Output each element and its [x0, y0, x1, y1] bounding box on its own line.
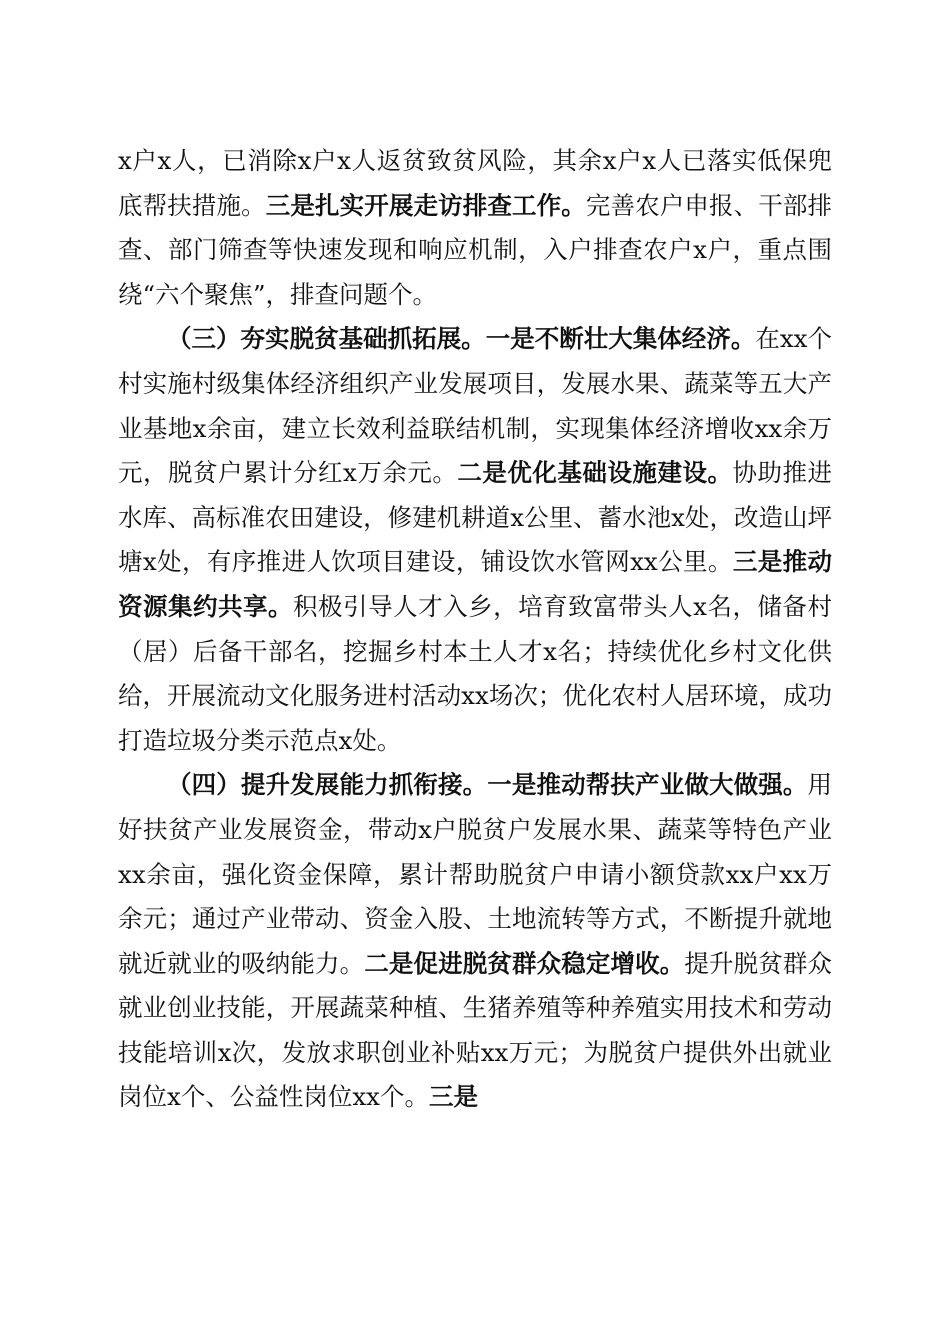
paragraph-poverty-monitoring	[118, 139, 832, 317]
document-page	[118, 139, 832, 1120]
section-heading: （四）提升发展能力抓衔接。	[167, 770, 488, 800]
paragraph-section-four	[118, 763, 832, 1120]
section-heading: （三）夯实脱贫基础抓拓展。	[167, 324, 486, 354]
bold-heading: 二是促进脱贫群众稳定增收。	[364, 948, 685, 978]
text-run: 完善农户申报、干部排查、部门筛查等快速发现和响应机制，入户排查农户x户，重点围绕“六个聚焦”，排查问题个。	[118, 190, 832, 309]
bold-heading: 三是	[428, 1082, 478, 1112]
text-run: 在xx个村实施村级集体经济组织产业发展项目，发展水果、蔬菜等五大产业基地x余亩，建立长效利益联结机制，实现集体经济增收xx余万元，脱贫户累计分红x万余元。	[118, 324, 833, 488]
paragraph-section-three	[118, 317, 832, 763]
bold-heading: 三是扎实开展走访排查工作。	[265, 190, 586, 220]
text-run: x户x人，已消除x户x人返贫致贫风险，其余x户x人已落实低保兜底帮扶措施。	[118, 146, 832, 220]
text-run: 用好扶贫产业发展资金，带动x户脱贫户发展水果、蔬菜等特色产业xx余亩，强化资金保障，累计帮助脱贫户申请小额贷款xx户xx万余元；通过产业带动、资金入股、土地流转等方式，不断提升就地就近就业的吸纳能力。	[118, 770, 832, 978]
text-run: 提升脱贫群众就业创业技能，开展蔬菜种植、生猪养殖等种养殖实用技术和劳动技能培训x次，发放求职创业补贴xx万元；为脱贫户提供外出就业岗位x个、公益性岗位xx个。	[118, 948, 832, 1112]
text-run: 协助推进水库、高标准农田建设，修建机耕道x公里、蓄水池x处，改造山坪塘x处，有序推进人饮项目建设，铺设饮水管网xx公里。	[118, 458, 833, 577]
bold-heading: 一是推动帮扶产业做大做强。	[487, 770, 808, 800]
text-run: 积极引导人才入乡，培育致富带头人x名，储备村（居）后备干部名，挖掘乡村本土人才x名；持续优化乡村文化供给，开展流动文化服务进村活动xx场次；优化农村人居环境，成功打造垃圾分类示范点x处。	[118, 591, 832, 755]
bold-heading: 一是不断壮大集体经济。	[485, 324, 756, 354]
bold-heading: 二是优化基础设施建设。	[457, 458, 733, 488]
bold-heading: 三是推动资源集约共享。	[118, 547, 832, 621]
